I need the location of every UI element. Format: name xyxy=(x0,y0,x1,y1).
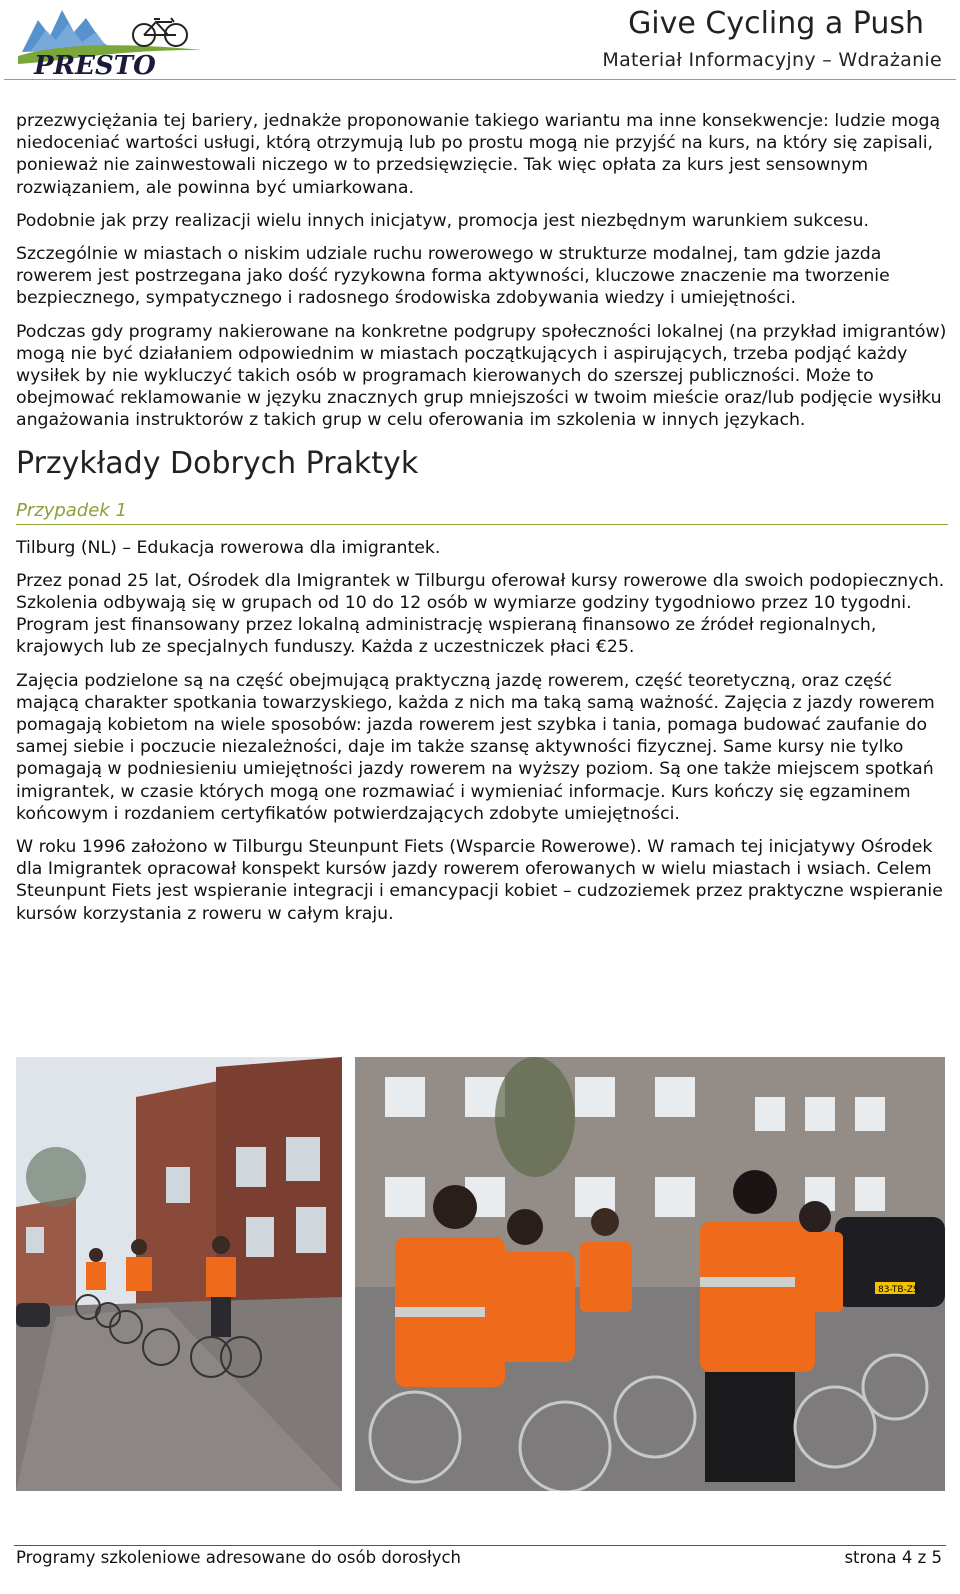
photo-row xyxy=(16,1057,945,1491)
paragraph: Podobnie jak przy realizacji wielu innych inicjatyw, promocja jest niezbędnym warunkiem sukcesu. xyxy=(16,210,869,231)
paragraph: Podczas gdy programy nakierowane na konkretne podgrupy społeczności lokalnej (na przykład imigrantów) mogą nie być działaniem odpowiednim w miastach początkujących i aspirujących, trzeba podjąć każdy wysiłek by nie wykluczyć takich osób w programach kierowanych do szerszej publiczności. Może to obejmować reklamowanie w języku znacznych grup mniejszości w twoim mieście oraz/lub podjęcie wysiłku angażowania instruktorów z takich grup w celu oferowania im szkolenia w innych językach. xyxy=(16,321,947,431)
page-content xyxy=(16,110,948,936)
section-heading: Przykłady Dobrych Praktyk xyxy=(16,445,419,481)
footer-divider xyxy=(14,1545,946,1546)
footer-document-title: Programy szkoleniowe adresowane do osób dorosłych xyxy=(16,1548,462,1567)
photo-cyclists-street xyxy=(16,1057,342,1491)
paragraph: W roku 1996 założono w Tilburgu Steunpunt Fiets (Wsparcie Rowerowe). W ramach tej inicjatywy Ośrodek dla Imigrantek opracował konspekt kursów jazdy rowerem oferowanych w wielu miastach i wsiach. Celem Steunpunt Fiets jest wspieranie integracji i emancypacji kobiet – cudzoziemek przez praktyczne wspieranie kursów korzystania z roweru w całym kraju. xyxy=(16,837,943,924)
paragraph: Przez ponad 25 lat, Ośrodek dla Imigrantek w Tilburgu oferował kursy rowerowe dla swoich podopiecznych. Szkolenia odbywają się w grupach od 10 do 12 osób w wymiarze godziny tygodniowo przez 10 tygodni. Program jest finansowany przez lokalną administrację wspieraną finansowo ze źródeł regionalnych, krajowych lub ze specjalnych funduszy. Każda z uczestniczek płaci €25. xyxy=(16,570,945,658)
paragraph: przezwyciężania tej bariery, jednakże proponowanie takiego wariantu ma inne konsekwencje: ludzie mogą niedoceniać wartości usługi, którą otrzymują lub po prostu mogą nie przyjść na kurs, na który się zapisali, ponieważ nie zainwestowali niczego w to przedsięwzięcie. Tak więc opłata za kurs jest sensownym rozwiązaniem, ale powinna być umiarkowana. xyxy=(16,111,941,198)
paragraph: Szczególnie w miastach o niskim udziale ruchu rowerowego w strukturze modalnej, tam gdzie jazda rowerem jest postrzegana jako dość ryzykowna forma aktywności, kluczowe znaczenie ma tworzenie bezpiecznego, sympatycznego i radosnego środowiska zdobywania wiedzy i umiejętności. xyxy=(16,244,890,309)
document-subtitle: Materiał Informacyjny – Wdrażanie xyxy=(602,49,942,71)
photo-group-briefing xyxy=(355,1057,945,1491)
document-title: Give Cycling a Push xyxy=(628,6,924,41)
presto-logo xyxy=(16,2,206,78)
paragraph: Zajęcia podzielone są na część obejmującą praktyczną jazdę rowerem, część teoretyczną, oraz część mającą charakter spotkania towarzyskiego, każda z nich ma taką samą ważność. Zajęcia z jazdy rowerem pomagają kobietom na wiele sposobów: jazda rowerem jest szybka i tania, pomaga budować zaufanie do samej siebie i poczucie niezależności, daje im także szansę aktywności fizycznej. Same kursy nie tylko pomagają w podniesieniu umiejętności jazdy rowerem na wyższy poziom. Są one także miejscem spotkań imigrantek, w czasie których mogą one rozmawiać i wymieniać informacje. Kurs kończy się egzaminem końcowym i rozdaniem certyfikatów potwierdzających zdobyte umiejętności. xyxy=(16,670,935,824)
page-header xyxy=(0,0,960,80)
page-number: strona 4 z 5 xyxy=(844,1548,942,1567)
header-divider xyxy=(4,79,956,80)
license-plate: 83-TB-ZS xyxy=(878,1285,919,1295)
case-title: Tilburg (NL) – Edukacja rowerowa dla imigrantek. xyxy=(16,537,441,558)
logo-wordmark: PRESTO xyxy=(34,51,156,78)
case-label: Przypadek 1 xyxy=(16,500,948,525)
